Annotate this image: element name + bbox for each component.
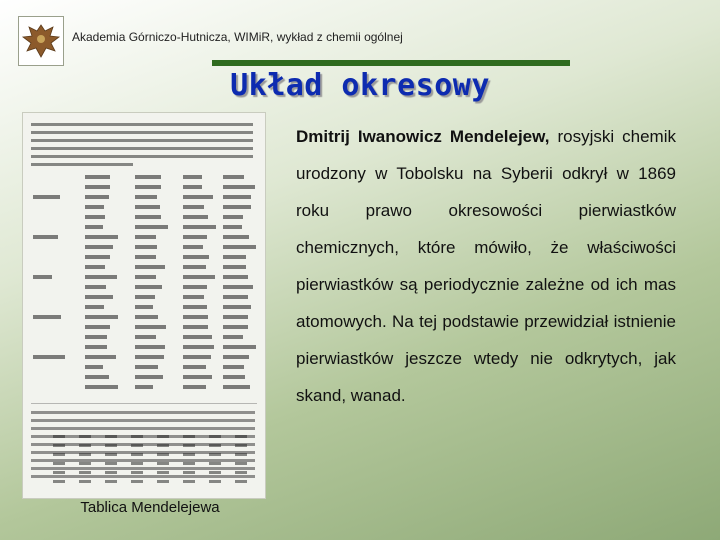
university-logo-icon [18,16,64,66]
slide-title: Układ okresowy [230,68,490,103]
body-bold-name: Dmitrij Iwanowicz Mendelejew, [296,127,550,146]
body-paragraph [296,118,676,414]
mendeleev-table-image [22,112,266,499]
body-text: rosyjski chemik urodzony w Tobolsku na Syberii odkrył w 1869 roku prawo okresowości pierwiastków chemicznych, które mówiło, że właściwości pierwiastków są periodycznie zależne od ich mas atomowych. Na tej podstawie przewidział istnienie pierwiastków jeszcze wtedy nie odkrytych, jak skand, wanad. [296,127,676,405]
header-institution: Akademia Górniczo-Hutnicza, WIMiR, wykład z chemii ogólnej [72,30,403,44]
image-caption: Tablica Mendelejewa [80,499,220,516]
header-divider [212,60,570,66]
